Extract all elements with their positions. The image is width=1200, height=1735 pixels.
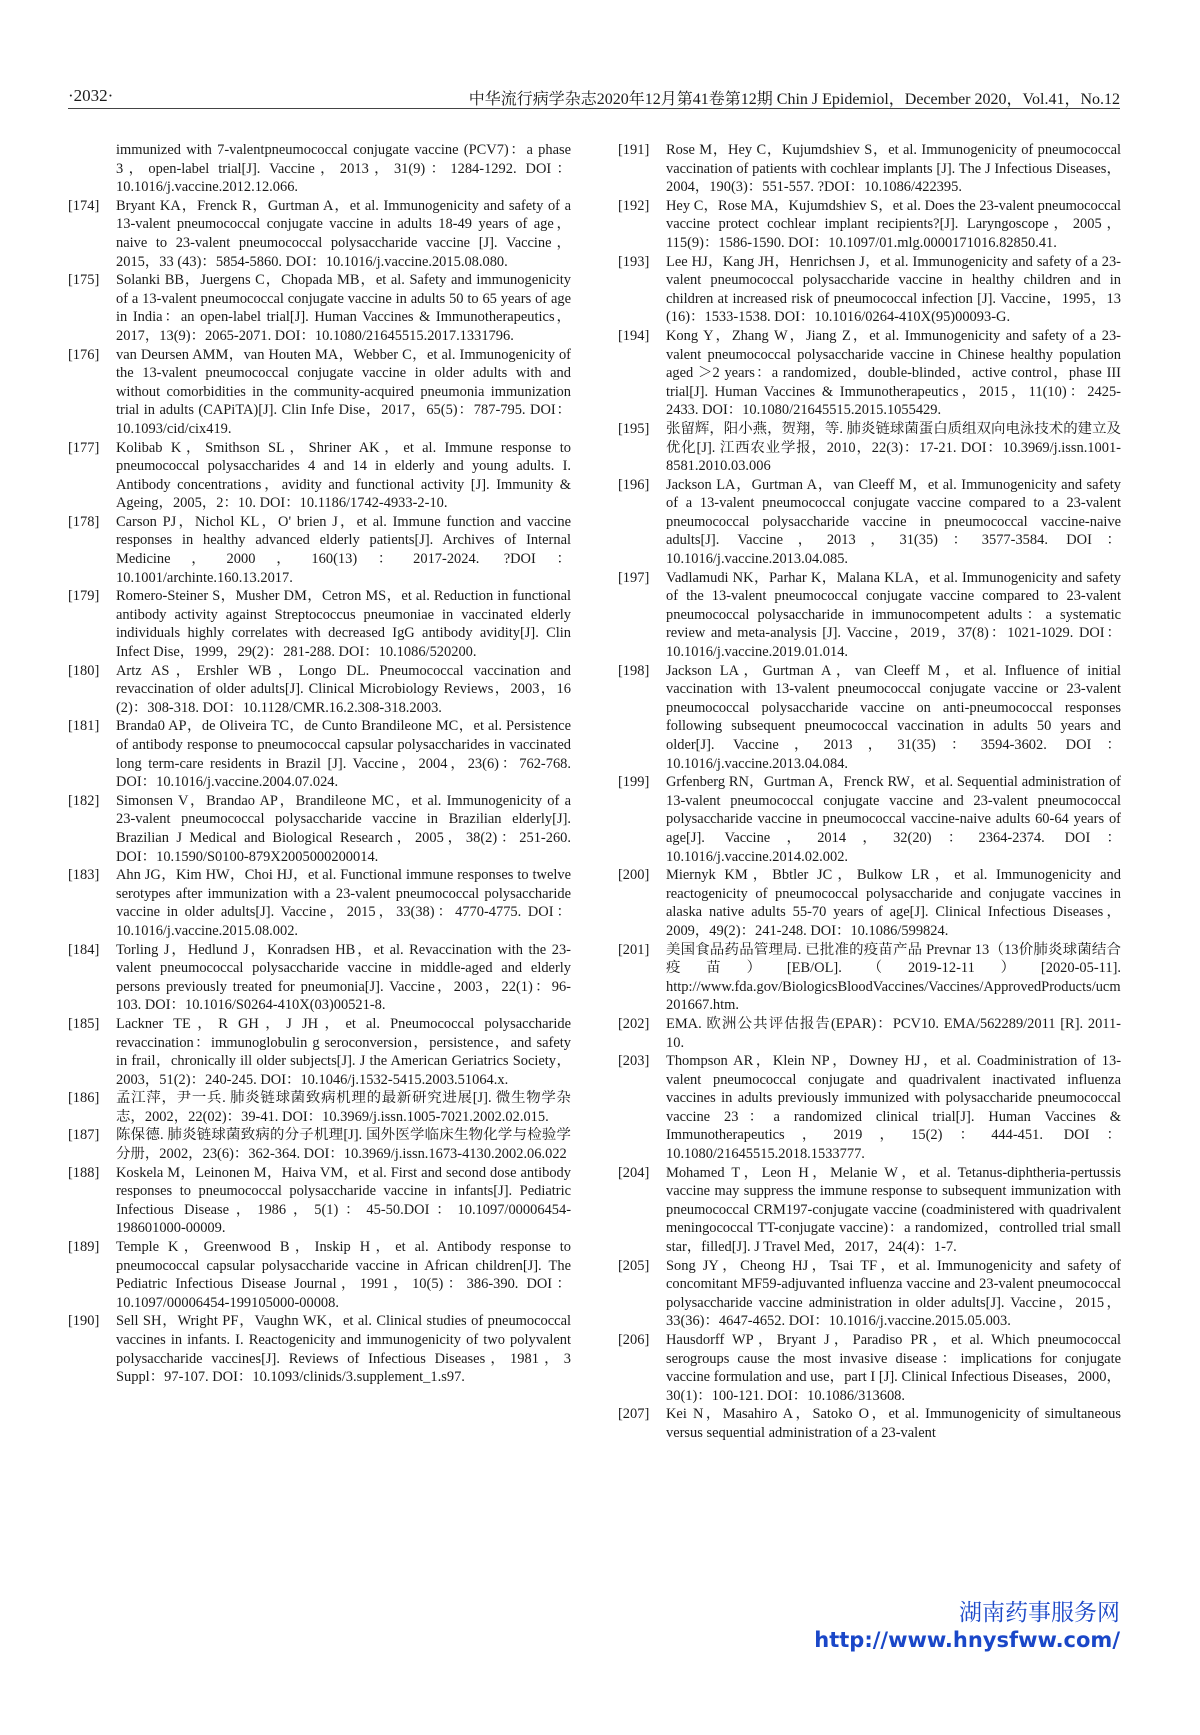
reference-text: Thompson AR，Klein NP，Downey HJ，et al. Coadministration of 13-valent pneumococcal conjugate and quadrivalent inactivated influenza vaccines in adults previously immunized with polysaccharide pneumococcal vaccine 23：a randomized clinical trial[J]. Human Vaccines & Immunotherapeutics，2019，15(2)：444-451. DOI：10.1080/21645515.2018.1533777.	[666, 1053, 1121, 1163]
reference-entry	[68, 513, 571, 587]
reference-text: EMA. 欧洲公共评估报告(EPAR)：PCV10. EMA/562289/2011 [R]. 2011-10.	[666, 1015, 1121, 1051]
reference-number: [185]	[68, 1015, 100, 1032]
reference-number: [197]	[618, 569, 650, 586]
reference-text: Carson PJ，Nichol KL，O' brien J，et al. Immune function and vaccine responses in healthy advanced elderly patients[J]. Archives of Internal Medicine，2000，160(13)：2017-2024. ?DOI：10.1001/archinte.160.13.2017.	[116, 513, 571, 586]
reference-entry	[618, 253, 1121, 327]
reference-entry	[618, 1257, 1121, 1331]
reference-text: Mohamed T，Leon H，Melanie W，et al. Tetanus-diphtheria-pertussis vaccine may suppress the immune response to subsequent immunization with pneumococcal CRM197-conjugate vaccine (coadministered with quadrivalent meningococcal TT-conjugate vaccine)：a randomized，controlled trial small star，filled[J]. J Travel Med，2017，24(4)：1-7.	[666, 1164, 1121, 1256]
reference-column-right	[618, 141, 1121, 1443]
watermark-url[interactable]: http://www.hnysfww.com/	[814, 1628, 1120, 1652]
reference-text: Torling J，Hedlund J，Konradsen HB，et al. Revaccination with the 23-valent pneumococcal polysaccharide vaccine in middle-aged and elderly persons previously treated for pneumonia[J]. Vaccine，2003，22(1)：96-103. DOI：10.1016/S0264-410X(03)00521-8.	[116, 941, 571, 1014]
reference-number: [176]	[68, 346, 100, 363]
reference-entry	[618, 1405, 1121, 1442]
reference-text: Jackson LA，Gurtman A，van Cleeff M，et al. Influence of initial vaccination with 13-valent pneumococcal conjugate vaccine or 23-valent pneumococcal polysaccharide vaccine on anti-pneumococcal responses following subsequent pneumococcal vaccination in adults 50 years and older[J]. Vaccine，2013，31(35)：3594-3602. DOI：10.1016/j.vaccine.2013.04.084.	[666, 662, 1121, 772]
reference-number: [189]	[68, 1239, 100, 1256]
reference-entry	[618, 476, 1121, 569]
reference-entry	[68, 1164, 571, 1238]
page-number: ·2032·	[68, 86, 114, 105]
reference-number: [178]	[68, 513, 100, 530]
reference-number: [198]	[618, 662, 650, 679]
reference-entry	[68, 271, 571, 345]
reference-text: Simonsen V，Brandao AP，Brandileone MC，et al. Immunogenicity of a 23-valent pneumococcal polysaccharide vaccine in Brazilian elderly[J]. Brazilian J Medical and Biological Research，2005，38(2)：251-260. DOI：10.1590/S0100-879X2005000200014.	[116, 792, 571, 865]
reference-entry	[68, 439, 571, 513]
reference-entry	[618, 569, 1121, 662]
reference-entry	[68, 346, 571, 439]
reference-entry	[68, 197, 571, 271]
reference-text: 陈保德. 肺炎链球菌致病的分子机理[J]. 国外医学临床生物化学与检验学分册，2002，23(6)：362-364. DOI：10.3969/j.issn.1673-4130.2002.06.022	[116, 1127, 571, 1163]
reference-text: Ahn JG，Kim HW，Choi HJ，et al. Functional immune responses to twelve serotypes after immunization with a 23-valent pneumococcal polysaccharide vaccine in older adults[J]. Vaccine，2015，33(38)：4770-4775. DOI：10.1016/j.vaccine.2015.08.002.	[116, 867, 571, 939]
reference-text: Jackson LA，Gurtman A，van Cleeff M，et al. Immunogenicity and safety of a 13-valent pneumococcal conjugate vaccine compared to a 23-valent pneumococcal polysaccharide vaccine in pneumococcal vaccine-naive adults[J]. Vaccine，2013，31(35)：3577-3584. DOI：10.1016/j.vaccine.2013.04.085.	[666, 476, 1121, 568]
page-header	[68, 84, 1120, 109]
reference-entry	[68, 1089, 571, 1126]
reference-number: [204]	[618, 1164, 650, 1181]
reference-number: [186]	[68, 1090, 100, 1107]
reference-number: [205]	[618, 1257, 650, 1274]
reference-text: Romero-Steiner S，Musher DM，Cetron MS，et al. Reduction in functional antibody activity against Streptococcus pneumoniae in vaccinated elderly individuals highly correlates with decreased IgG antibody avidity[J]. Clin Infect Dise，1999，29(2)：281-288. DOI：10.1086/520200.	[116, 588, 571, 661]
reference-number: [183]	[68, 867, 100, 884]
reference-text: Temple K，Greenwood B，Inskip H，et al. Antibody response to pneumococcal capsular polysaccharide vaccine in African children[J]. The Pediatric Infectious Disease Journal，1991，10(5)：386-390. DOI：10.1097/00006454-199105000-00008.	[116, 1239, 571, 1311]
reference-text: 美国食品药品管理局. 已批准的疫苗产品 Prevnar 13（13价肺炎球菌结合疫苗）[EB/OL].（2019-12-11）[2020-05-11]. http://www.fda.gov/BiologicsBloodVaccines/Vaccines/ApprovedProducts/ucm201667.htm.	[666, 941, 1121, 1014]
reference-entry	[618, 662, 1121, 774]
reference-text: Vadlamudi NK，Parhar K，Malana KLA，et al. Immunogenicity and safety of the 13-valent pneumococcal conjugate vaccine compared to 23-valent pneumococcal polysaccharide in immunocompetent adults：a systematic review and meta-analysis [J]. Vaccine，2019，37(8)：1021-1029. DOI：10.1016/j.vaccine.2019.01.014.	[666, 569, 1121, 661]
reference-number: [201]	[618, 941, 650, 958]
reference-text: Grfenberg RN，Gurtman A，Frenck RW，et al. Sequential administration of 13-valent pneumococcal conjugate vaccine and 23-valent pneumococcal polysaccharide vaccine in pneumococcal vaccine-naive adults 60-64 years of age[J]. Vaccine，2014，32(20)：2364-2374. DOI：10.1016/j.vaccine.2014.02.002.	[666, 774, 1121, 865]
reference-text: Lackner TE，R GH，J JH，et al. Pneumococcal polysaccharide revaccination：immunoglobulin g seroconversion，persistence，and safety in frail，chronically ill older subjects[J]. J the American Geriatrics Society，2003，51(2)：240-245. DOI：10.1046/j.1532-5415.2003.51064.x.	[116, 1015, 571, 1088]
reference-entry	[68, 941, 571, 1015]
reference-text: Hausdorff WP，Bryant J，Paradiso PR，et al. Which pneumococcal serogroups cause the most invasive disease：implications for conjugate vaccine formulation and use，part I [J]. Clinical Infectious Diseases，2000，30(1)：100-121. DOI：10.1086/313608.	[666, 1332, 1121, 1404]
reference-text: 张留辉，阳小燕，贺翔，等. 肺炎链球菌蛋白质组双向电泳技术的建立及优化[J]. 江西农业学报，2010，22(3)：17-21. DOI：10.3969/j.issn.1001-8581.2010.03.006	[666, 420, 1121, 475]
reference-text: Bryant KA，Frenck R，Gurtman A，et al. Immunogenicity and safety of a 13-valent pneumococcal conjugate vaccine in adults 18-49 years of age，naive to 23-valent pneumococcal polysaccharide vaccine [J]. Vaccine，2015，33 (43)：5854-5860. DOI：10.1016/j.vaccine.2015.08.080.	[116, 197, 571, 270]
reference-text: Hey C，Rose MA，Kujumdshiev S，et al. Does the 23-valent pneumococcal vaccine protect cochlear implant recipients?[J]. Laryngoscope，2005，115(9)：1586-1590. DOI：10.1097/01.mlg.0000171016.82850.41.	[666, 197, 1121, 251]
reference-text: Branda0 AP，de Oliveira TC，de Cunto Brandileone MC，et al. Persistence of antibody response to pneumococcal capsular polysaccharides in vaccinated long term-care residents in Brazil [J]. Vaccine，2004，23(6)：762-768. DOI：10.1016/j.vaccine.2004.07.024.	[116, 718, 571, 791]
reference-number: [174]	[68, 197, 100, 214]
reference-number: [188]	[68, 1164, 100, 1181]
reference-entry	[68, 1015, 571, 1089]
reference-number: [184]	[68, 941, 100, 958]
reference-text: 孟江萍，尹一兵. 肺炎链球菌致病机理的最新研究进展[J]. 微生物学杂志，2002，22(02)：39-41. DOI：10.3969/j.issn.1005-7021.2002.02.015.	[116, 1090, 571, 1125]
reference-text: Song JY，Cheong HJ，Tsai TF，et al. Immunogenicity and safety of concomitant MF59-adjuvanted influenza vaccine and 23-valent pneumococcal polysaccharide vaccine administration in older adults[J]. Vaccine，2015，33(36)：4647-4652. DOI：10.1016/j.vaccine.2015.05.003.	[666, 1257, 1121, 1330]
reference-number: [200]	[618, 867, 650, 884]
watermark-site-name: 湖南药事服务网	[959, 1600, 1120, 1626]
reference-entry	[68, 717, 571, 791]
reference-number: [194]	[618, 327, 650, 344]
reference-number: [193]	[618, 253, 650, 270]
reference-entry	[618, 420, 1121, 476]
reference-number: [203]	[618, 1053, 650, 1070]
reference-number: [181]	[68, 718, 100, 735]
reference-number: [182]	[68, 792, 100, 809]
reference-number: [192]	[618, 197, 650, 214]
reference-number: [207]	[618, 1406, 650, 1423]
reference-number: [187]	[68, 1127, 100, 1144]
reference-entry	[68, 866, 571, 940]
site-watermark	[814, 1599, 1120, 1653]
reference-continuation: immunized with 7-valentpneumococcal conjugate vaccine (PCV7)：a phase 3，open-label trial[J]. Vaccine，2013，31(9)：1284-1292. DOI：10.1016/j.vaccine.2012.12.066.	[116, 142, 571, 196]
reference-entry	[618, 773, 1121, 866]
reference-number: [175]	[68, 272, 100, 289]
reference-number: [195]	[618, 420, 650, 437]
reference-text: Kolibab K，Smithson SL，Shriner AK，et al. Immune response to pneumococcal polysaccharides 4 and 14 in elderly and young adults. I. Antibody concentrations，avidity and functional activity [J]. Immunity & Ageing，2005，2：10. DOI：10.1186/1742-4933-2-10.	[116, 439, 571, 512]
reference-text: Solanki BB，Juergens C，Chopada MB，et al. Safety and immunogenicity of a 13-valent pneumococcal conjugate vaccine in adults 50 to 65 years of age in India：an open-label trial[J]. Human Vaccines & Immunotherapeutics，2017，13(9)：2065-2071. DOI：10.1080/21645515.2017.1331796.	[116, 272, 571, 344]
reference-entry	[618, 197, 1121, 253]
reference-number: [199]	[618, 774, 650, 791]
reference-entry	[68, 792, 571, 866]
reference-number: [190]	[68, 1313, 100, 1330]
reference-entry	[618, 1015, 1121, 1052]
journal-running-title: 中华流行病学杂志2020年12月第41卷第12期 Chin J Epidemiol，December 2020，Vol.41，No.12	[468, 91, 1120, 108]
reference-entry	[68, 1126, 571, 1163]
reference-entry	[618, 327, 1121, 420]
reference-entry	[68, 587, 571, 661]
reference-number: [180]	[68, 662, 100, 679]
reference-text: Lee HJ，Kang JH，Henrichsen J，et al. Immunogenicity and safety of a 23-valent pneumococcal polysaccharide vaccine in healthy children and in children at increased risk of pneumococcal infection [J]. Vaccine，1995，13 (16)：1533-1538. DOI：10.1016/0264-410X(95)00093-G.	[666, 253, 1121, 326]
reference-number: [177]	[68, 439, 100, 456]
reference-entry	[618, 1052, 1121, 1164]
reference-entry	[618, 941, 1121, 1015]
reference-number: [191]	[618, 142, 650, 158]
reference-text: Kei N，Masahiro A，Satoko O，et al. Immunogenicity of simultaneous versus sequential administration of a 23-valent	[666, 1406, 1121, 1441]
reference-text: Artz AS，Ershler WB，Longo DL. Pneumococcal vaccination and revaccination of older adults[J]. Clinical Microbiology Reviews，2003，16 (2)：308-318. DOI：10.1128/CMR.16.2.308-318.2003.	[116, 662, 571, 716]
reference-number: [179]	[68, 588, 100, 605]
reference-text: Kong Y，Zhang W，Jiang Z，et al. Immunogenicity and safety of a 23-valent pneumococcal polysaccharide vaccine in Chinese healthy population aged ＞2 years：a randomized，double-blinded，active control，phase III trial[J]. Human Vaccines & Immunotherapeutics，2015，11(10)：2425-2433. DOI：10.1080/21645515.2015.1055429.	[666, 327, 1121, 419]
reference-number: [202]	[618, 1015, 650, 1032]
reference-entry	[618, 141, 1121, 197]
reference-entry	[68, 1312, 571, 1386]
reference-number: [196]	[618, 476, 650, 493]
reference-text: Miernyk KM，Bbtler JC，Bulkow LR，et al. Immunogenicity and reactogenicity of pneumococcal polysaccharide and conjugate vaccines in alaska native adults 55-70 years of age[J]. Clinical Infectious Diseases，2009，49(2)：241-248. DOI：10.1086/599824.	[666, 867, 1121, 939]
reference-text: Koskela M，Leinonen M，Haiva VM，et al. First and second dose antibody responses to pneumococcal polysaccharide vaccine in infants[J]. Pediatric Infectious Disease，1986，5(1)：45-50.DOI：10.1097/00006454-198601000-00009.	[116, 1164, 571, 1237]
reference-entry	[68, 1238, 571, 1312]
reference-number: [206]	[618, 1332, 650, 1348]
reference-entry	[618, 1164, 1121, 1257]
reference-text: van Deursen AMM，van Houten MA，Webber C，et al. Immunogenicity of the 13-valent pneumococcal conjugate vaccine in older adults with and without comorbidities in the community-acquired pneumonia immunization trial in adults (CAPiTA)[J]. Clin Infe Dise，2017，65(5)：787-795. DOI：10.1093/cid/cix419.	[116, 346, 571, 437]
reference-entry	[618, 1331, 1121, 1405]
reference-text: Sell SH，Wright PF，Vaughn WK，et al. Clinical studies of pneumococcal vaccines in infants. I. Reactogenicity and immunogenicity of two polyvalent polysaccharide vaccines[J]. Reviews of Infectious Diseases，1981，3 Suppl：97-107. DOI：10.1093/clinids/3.supplement_1.s97.	[116, 1313, 571, 1386]
reference-entry	[68, 662, 571, 718]
reference-text: Rose M，Hey C，Kujumdshiev S，et al. Immunogenicity of pneumococcal vaccination of patients with cochlear implants [J]. The J Infectious Diseases，2004，190(3)：551-557. ?DOI：10.1086/422395.	[666, 142, 1121, 196]
reference-entry	[618, 866, 1121, 940]
reference-column-left	[68, 141, 571, 1387]
